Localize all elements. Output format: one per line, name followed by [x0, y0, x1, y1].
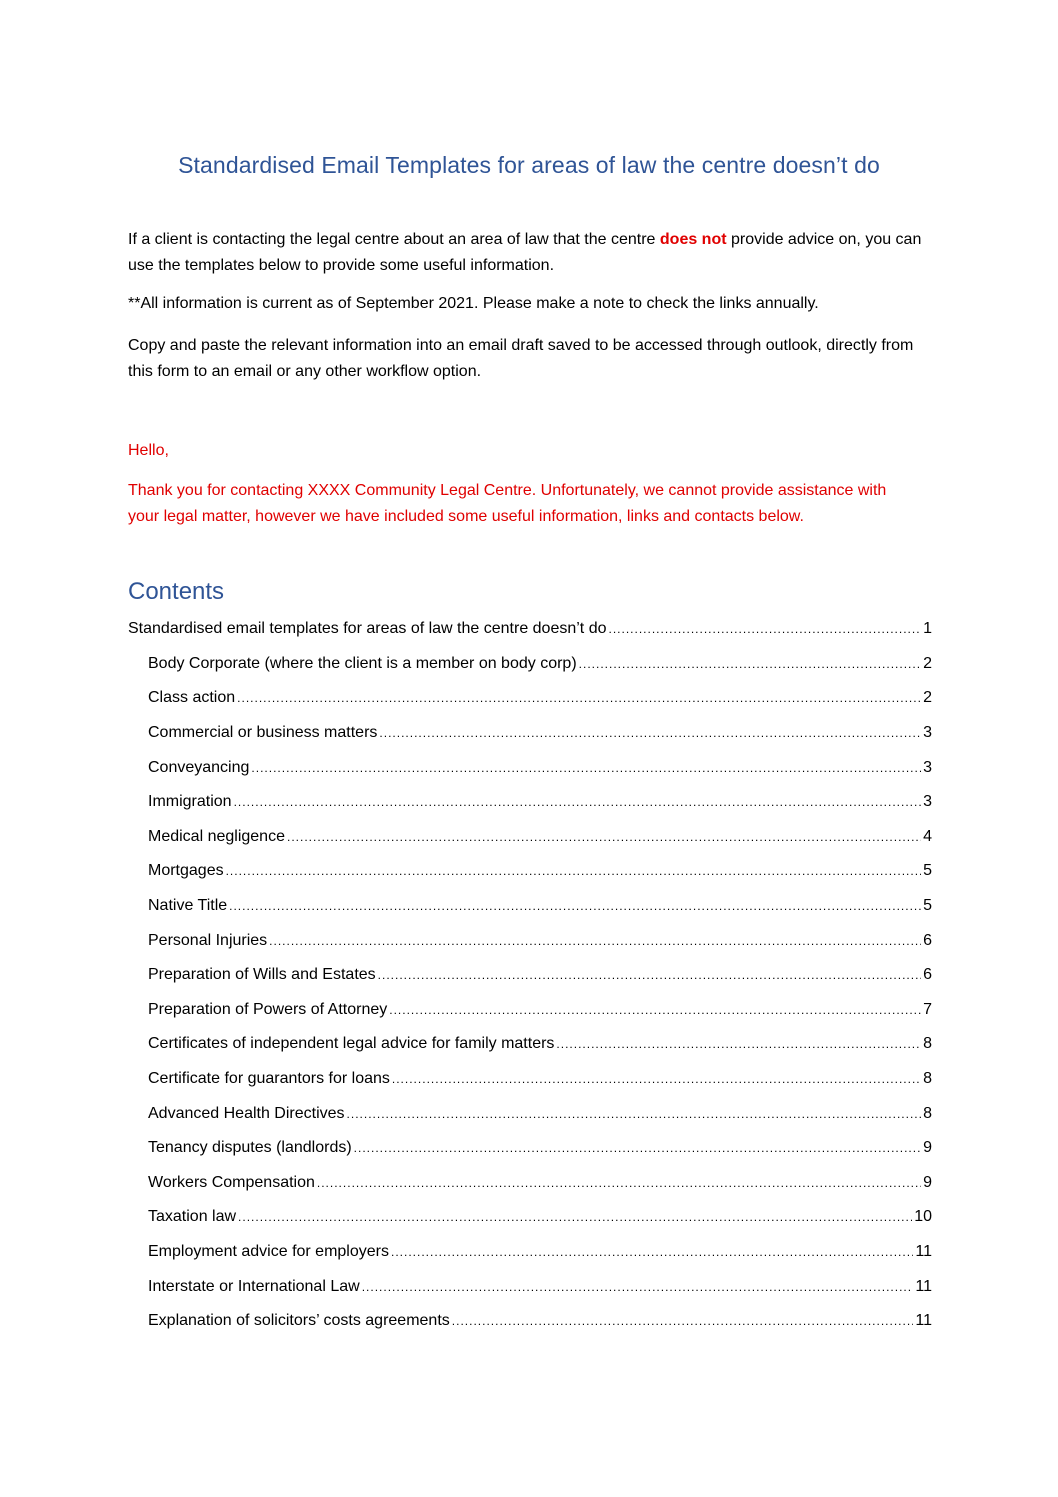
toc-entry-label: Certificate for guarantors for loans: [148, 1070, 390, 1088]
toc-entry-page: 2: [923, 654, 932, 672]
toc-entry-page: 11: [915, 1277, 932, 1295]
toc-entry-label: Body Corporate (where the client is a member on body corp): [148, 654, 577, 672]
toc-dot-leader: [391, 1245, 913, 1259]
toc-entry-page: 2: [923, 689, 932, 707]
toc-entry-page: 7: [923, 1000, 932, 1018]
toc-entry-page: 11: [915, 1312, 932, 1330]
toc-dot-leader: [251, 761, 921, 775]
toc-entry[interactable]: [148, 1269, 932, 1304]
intro-paragraph: [128, 227, 928, 279]
toc-entry-label: Standardised email templates for areas of law the centre doesn’t do: [128, 620, 607, 638]
email-message: Thank you for contacting XXXX Community Legal Centre. Unfortunately, we cannot provide assistance with your legal matter, however we have included some useful information, links and contacts below.: [128, 482, 887, 525]
toc-dot-leader: [579, 657, 921, 671]
toc-dot-leader: [379, 726, 921, 740]
toc-entry[interactable]: [148, 854, 932, 889]
toc-entry[interactable]: [148, 1131, 932, 1166]
toc-entry[interactable]: [148, 1166, 932, 1201]
toc-entry-label: Taxation law: [148, 1208, 237, 1226]
toc-entry-label: Medical negligence: [148, 827, 285, 845]
toc-entry[interactable]: [148, 1200, 932, 1235]
toc-entry-page: 5: [923, 897, 932, 915]
toc-entry-label: Conveyancing: [148, 758, 250, 776]
currency-note: **All information is current as of September 2021. Please make a note to check the links annually.: [128, 295, 819, 312]
toc-entry-page: 8: [923, 1070, 932, 1088]
toc-entry-label: Interstate or International Law: [148, 1277, 360, 1295]
toc-dot-leader: [392, 1072, 921, 1086]
toc-entry-label: Preparation of Powers of Attorney: [148, 1000, 388, 1018]
toc-entry[interactable]: [148, 958, 932, 993]
intro-text-after: provide advice on, you can use the templates below to provide some useful information.: [128, 231, 922, 274]
intro-text-before: If a client is contacting the legal centre about an area of law that the centre: [128, 231, 660, 248]
toc-dot-leader: [226, 864, 922, 878]
toc-dot-leader: [238, 1210, 912, 1224]
toc-entry[interactable]: [148, 889, 932, 924]
toc-dot-leader: [609, 622, 922, 636]
toc-dot-leader: [317, 1176, 921, 1190]
toc-entry-label: Employment advice for employers: [148, 1242, 389, 1260]
toc-entry-label: Explanation of solicitors’ costs agreements: [148, 1312, 450, 1330]
toc-entry-page: 4: [923, 827, 932, 845]
toc-dot-leader: [237, 691, 921, 705]
toc-entry-page: 8: [923, 1104, 932, 1122]
instructions-paragraph: Copy and paste the relevant information into an email draft saved to be accessed through outlook, directly from this form to an email or any other workflow option.: [128, 337, 914, 380]
toc-entry[interactable]: [148, 647, 932, 682]
toc-entry-page: 9: [923, 1139, 932, 1157]
toc-entry-label: Personal Injuries: [148, 931, 268, 949]
toc-entry-page: 3: [923, 724, 932, 742]
toc-entry-page: 6: [923, 931, 932, 949]
toc-entry[interactable]: [148, 1062, 932, 1097]
toc-entry[interactable]: [148, 681, 932, 716]
toc-entry[interactable]: [148, 785, 932, 820]
toc-entry-label: Tenancy disputes (landlords): [148, 1139, 352, 1157]
toc-dot-leader: [234, 795, 922, 809]
toc-entry-label: Certificates of independent legal advice for family matters: [148, 1035, 555, 1053]
toc-entry-label: Workers Compensation: [148, 1173, 315, 1191]
toc-entry[interactable]: [128, 612, 932, 647]
toc-entry-label: Immigration: [148, 793, 232, 811]
toc-entry[interactable]: [148, 1096, 932, 1131]
toc-dot-leader: [287, 830, 921, 844]
toc-entry-label: Commercial or business matters: [148, 724, 378, 742]
toc-entry-label: Mortgages: [148, 862, 224, 880]
contents-heading: Contents: [128, 578, 225, 605]
toc-entry-page: 1: [923, 620, 932, 638]
toc-entry[interactable]: [148, 716, 932, 751]
toc-dot-leader: [556, 1037, 921, 1051]
toc-entry-page: 5: [923, 862, 932, 880]
toc-entry-page: 10: [914, 1208, 932, 1226]
toc-entry[interactable]: [148, 993, 932, 1028]
toc-dot-leader: [229, 899, 921, 913]
toc-dot-leader: [269, 934, 921, 948]
toc-entry-label: Advanced Health Directives: [148, 1104, 345, 1122]
toc-entry-label: Preparation of Wills and Estates: [148, 966, 376, 984]
toc-entry-page: 11: [915, 1242, 932, 1260]
toc-entry-page: 3: [923, 793, 932, 811]
document-title: Standardised Email Templates for areas of law the centre doesn’t do: [178, 152, 880, 178]
toc-entry[interactable]: [148, 1027, 932, 1062]
toc-entry[interactable]: [148, 1304, 932, 1339]
toc-dot-leader: [452, 1314, 914, 1328]
toc-entry[interactable]: [148, 1235, 932, 1270]
toc-entry-page: 8: [923, 1035, 932, 1053]
toc-entry-label: Native Title: [148, 897, 228, 915]
toc-dot-leader: [378, 968, 921, 982]
toc-dot-leader: [347, 1107, 922, 1121]
intro-emphasis: does not: [659, 231, 727, 248]
toc-entry-page: 6: [923, 966, 932, 984]
toc-entry[interactable]: [148, 923, 932, 958]
toc-dot-leader: [362, 1280, 914, 1294]
toc-entry-page: 3: [923, 758, 932, 776]
toc-entry[interactable]: [148, 750, 932, 785]
email-greeting: Hello,: [128, 442, 169, 459]
toc-dot-leader: [354, 1141, 921, 1155]
toc-entry-label: Class action: [148, 689, 236, 707]
toc-entry-page: 9: [923, 1173, 932, 1191]
toc-dot-leader: [389, 1003, 921, 1017]
toc-entry[interactable]: [148, 820, 932, 855]
table-of-contents: [0, 612, 1058, 1338]
